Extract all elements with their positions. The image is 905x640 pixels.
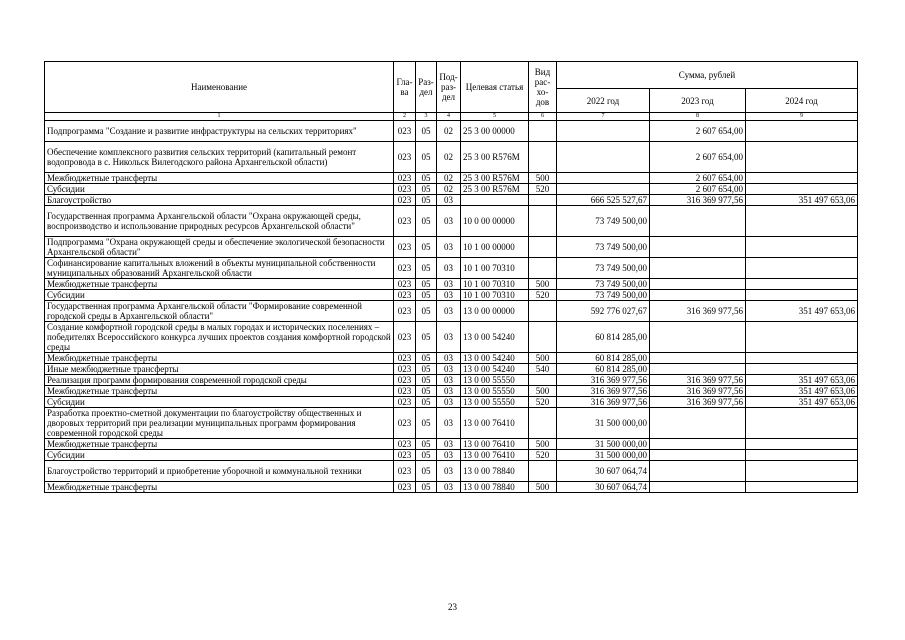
header-chapter: Гла-ва <box>394 62 416 113</box>
row-target-item-cell: 13 0 00 78840 <box>461 461 529 482</box>
row-amount-2023-cell: 2 607 654,00 <box>650 121 746 142</box>
row-chapter-cell: 023 <box>394 142 416 173</box>
row-amount-2022-cell: 31 500 000,00 <box>557 450 650 461</box>
table-row <box>45 353 858 364</box>
row-amount-2023-cell <box>650 364 746 375</box>
row-target-item-cell: 13 0 00 76410 <box>461 408 529 439</box>
row-subsection-cell: 03 <box>437 290 461 301</box>
row-amount-2024-cell: 351 497 653,06 <box>746 195 858 206</box>
row-amount-2022-cell: 316 369 977,56 <box>557 375 650 386</box>
row-chapter-cell: 023 <box>394 322 416 353</box>
row-name-cell: Софинансирование капитальных вложений в объекты муниципальной собственности муниципальных образований Архангельской области <box>45 258 394 279</box>
row-expense-type-cell: 500 <box>529 482 557 493</box>
row-amount-2023-cell <box>650 290 746 301</box>
row-amount-2024-cell <box>746 461 858 482</box>
page-number: 23 <box>448 602 457 612</box>
row-target-item-cell: 13 0 00 54240 <box>461 364 529 375</box>
row-section-cell: 05 <box>416 121 437 142</box>
table-row <box>45 450 858 461</box>
row-section-cell: 05 <box>416 353 437 364</box>
row-chapter-cell: 023 <box>394 353 416 364</box>
row-amount-2024-cell <box>746 237 858 258</box>
row-name-cell: Реализация программ формирования современной городской среды <box>45 375 394 386</box>
table-row <box>45 301 858 322</box>
row-amount-2022-cell: 73 749 500,00 <box>557 279 650 290</box>
column-number: 3 <box>416 113 437 121</box>
table-row <box>45 173 858 184</box>
table-row <box>45 195 858 206</box>
row-amount-2024-cell <box>746 258 858 279</box>
row-subsection-cell: 03 <box>437 450 461 461</box>
row-expense-type-cell: 500 <box>529 173 557 184</box>
row-target-item-cell: 10 1 00 00000 <box>461 237 529 258</box>
header-section: Раз-дел <box>416 62 437 113</box>
column-number: 7 <box>557 113 650 121</box>
header-name: Наименование <box>45 62 394 113</box>
row-amount-2023-cell: 316 369 977,56 <box>650 301 746 322</box>
row-name-cell: Межбюджетные трансферты <box>45 353 394 364</box>
row-amount-2022-cell <box>557 121 650 142</box>
row-subsection-cell: 02 <box>437 184 461 195</box>
row-amount-2023-cell <box>650 279 746 290</box>
row-amount-2024-cell <box>746 142 858 173</box>
table-row <box>45 397 858 408</box>
row-subsection-cell: 03 <box>437 322 461 353</box>
row-target-item-cell: 10 0 00 00000 <box>461 206 529 237</box>
row-amount-2022-cell: 73 749 500,00 <box>557 237 650 258</box>
row-subsection-cell: 03 <box>437 279 461 290</box>
row-section-cell: 05 <box>416 439 437 450</box>
row-expense-type-cell: 520 <box>529 450 557 461</box>
row-amount-2024-cell <box>746 482 858 493</box>
row-chapter-cell: 023 <box>394 290 416 301</box>
row-amount-2024-cell: 351 497 653,06 <box>746 397 858 408</box>
row-amount-2022-cell: 592 776 027,67 <box>557 301 650 322</box>
row-amount-2024-cell <box>746 184 858 195</box>
row-name-cell: Субсидии <box>45 184 394 195</box>
row-amount-2022-cell: 31 500 000,00 <box>557 408 650 439</box>
row-amount-2023-cell: 316 369 977,56 <box>650 195 746 206</box>
row-expense-type-cell: 520 <box>529 184 557 195</box>
header-year-2024: 2024 год <box>746 89 858 113</box>
row-section-cell: 05 <box>416 450 437 461</box>
row-name-cell: Подпрограмма "Создание и развитие инфраструктуры на сельских территориях" <box>45 121 394 142</box>
row-subsection-cell: 03 <box>437 375 461 386</box>
row-amount-2022-cell: 60 814 285,00 <box>557 353 650 364</box>
row-subsection-cell: 03 <box>437 206 461 237</box>
row-name-cell: Межбюджетные трансферты <box>45 386 394 397</box>
row-chapter-cell: 023 <box>394 301 416 322</box>
row-expense-type-cell: 520 <box>529 290 557 301</box>
row-subsection-cell: 03 <box>437 195 461 206</box>
row-section-cell: 05 <box>416 290 437 301</box>
row-expense-type-cell <box>529 237 557 258</box>
row-name-cell: Создание комфортной городской среды в малых городах и исторических поселениях – победителях Всероссийского конкурса лучших проектов создания комфортной городской среды <box>45 322 394 353</box>
row-expense-type-cell <box>529 375 557 386</box>
row-amount-2022-cell: 60 814 285,00 <box>557 322 650 353</box>
row-expense-type-cell <box>529 461 557 482</box>
row-amount-2024-cell <box>746 408 858 439</box>
row-subsection-cell: 03 <box>437 353 461 364</box>
row-amount-2022-cell: 316 369 977,56 <box>557 386 650 397</box>
row-amount-2024-cell: 351 497 653,06 <box>746 375 858 386</box>
row-amount-2022-cell: 316 369 977,56 <box>557 397 650 408</box>
row-chapter-cell: 023 <box>394 206 416 237</box>
row-chapter-cell: 023 <box>394 375 416 386</box>
row-target-item-cell: 13 0 00 76410 <box>461 439 529 450</box>
row-amount-2024-cell: 351 497 653,06 <box>746 386 858 397</box>
row-expense-type-cell <box>529 206 557 237</box>
row-target-item-cell: 10 1 00 70310 <box>461 258 529 279</box>
row-target-item-cell: 13 0 00 54240 <box>461 353 529 364</box>
row-subsection-cell: 03 <box>437 461 461 482</box>
row-name-cell: Иные межбюджетные трансферты <box>45 364 394 375</box>
row-amount-2023-cell <box>650 408 746 439</box>
row-chapter-cell: 023 <box>394 279 416 290</box>
header-subsection: Под-раз-дел <box>437 62 461 113</box>
row-amount-2023-cell <box>650 237 746 258</box>
row-section-cell: 05 <box>416 206 437 237</box>
table-row <box>45 237 858 258</box>
row-chapter-cell: 023 <box>394 173 416 184</box>
row-section-cell: 05 <box>416 142 437 173</box>
row-amount-2023-cell <box>650 206 746 237</box>
row-name-cell: Межбюджетные трансферты <box>45 482 394 493</box>
row-chapter-cell: 023 <box>394 184 416 195</box>
row-target-item-cell: 25 3 00 R576M <box>461 142 529 173</box>
row-amount-2023-cell <box>650 461 746 482</box>
row-amount-2024-cell <box>746 364 858 375</box>
column-number: 1 <box>45 113 394 121</box>
row-amount-2024-cell <box>746 353 858 364</box>
row-section-cell: 05 <box>416 375 437 386</box>
row-section-cell: 05 <box>416 397 437 408</box>
row-expense-type-cell <box>529 408 557 439</box>
row-target-item-cell: 13 0 00 54240 <box>461 322 529 353</box>
row-amount-2023-cell <box>650 258 746 279</box>
row-amount-2022-cell: 30 607 064,74 <box>557 461 650 482</box>
row-target-item-cell: 13 0 00 55550 <box>461 386 529 397</box>
row-amount-2022-cell: 666 525 527,67 <box>557 195 650 206</box>
row-chapter-cell: 023 <box>394 237 416 258</box>
table-row <box>45 258 858 279</box>
row-subsection-cell: 03 <box>437 397 461 408</box>
row-amount-2023-cell: 2 607 654,00 <box>650 184 746 195</box>
row-subsection-cell: 03 <box>437 237 461 258</box>
table-row <box>45 290 858 301</box>
row-subsection-cell: 03 <box>437 364 461 375</box>
row-name-cell: Благоустройство <box>45 195 394 206</box>
column-number: 4 <box>437 113 461 121</box>
row-amount-2024-cell <box>746 279 858 290</box>
row-name-cell: Межбюджетные трансферты <box>45 279 394 290</box>
table-body <box>45 121 858 493</box>
row-section-cell: 05 <box>416 322 437 353</box>
table-row <box>45 364 858 375</box>
row-amount-2023-cell <box>650 439 746 450</box>
row-amount-2022-cell <box>557 173 650 184</box>
row-chapter-cell: 023 <box>394 408 416 439</box>
row-amount-2022-cell: 73 749 500,00 <box>557 290 650 301</box>
row-chapter-cell: 023 <box>394 450 416 461</box>
column-number: 8 <box>650 113 746 121</box>
row-amount-2023-cell <box>650 322 746 353</box>
row-target-item-cell: 25 3 00 R576M <box>461 173 529 184</box>
row-subsection-cell: 02 <box>437 173 461 184</box>
row-section-cell: 05 <box>416 386 437 397</box>
header-year-2023: 2023 год <box>650 89 746 113</box>
row-amount-2022-cell <box>557 184 650 195</box>
row-expense-type-cell <box>529 258 557 279</box>
row-section-cell: 05 <box>416 258 437 279</box>
row-target-item-cell: 13 0 00 78840 <box>461 482 529 493</box>
row-section-cell: 05 <box>416 173 437 184</box>
row-name-cell: Субсидии <box>45 290 394 301</box>
column-numbers-row <box>45 113 858 121</box>
row-section-cell: 05 <box>416 237 437 258</box>
row-name-cell: Межбюджетные трансферты <box>45 173 394 184</box>
row-chapter-cell: 023 <box>394 439 416 450</box>
row-expense-type-cell <box>529 195 557 206</box>
row-chapter-cell: 023 <box>394 258 416 279</box>
row-amount-2022-cell: 73 749 500,00 <box>557 258 650 279</box>
row-chapter-cell: 023 <box>394 121 416 142</box>
header-target-item: Целевая статья <box>461 62 529 113</box>
table-row <box>45 322 858 353</box>
row-subsection-cell: 02 <box>437 142 461 173</box>
row-amount-2024-cell <box>746 206 858 237</box>
row-target-item-cell: 13 0 00 00000 <box>461 301 529 322</box>
table-row <box>45 121 858 142</box>
row-name-cell: Межбюджетные трансферты <box>45 439 394 450</box>
row-chapter-cell: 023 <box>394 482 416 493</box>
table-row <box>45 206 858 237</box>
row-amount-2023-cell <box>650 482 746 493</box>
table-row <box>45 408 858 439</box>
row-expense-type-cell: 500 <box>529 279 557 290</box>
row-target-item-cell <box>461 195 529 206</box>
row-amount-2024-cell: 351 497 653,06 <box>746 301 858 322</box>
row-subsection-cell: 03 <box>437 482 461 493</box>
row-amount-2023-cell: 316 369 977,56 <box>650 386 746 397</box>
row-section-cell: 05 <box>416 195 437 206</box>
row-chapter-cell: 023 <box>394 397 416 408</box>
row-amount-2024-cell <box>746 173 858 184</box>
row-subsection-cell: 03 <box>437 386 461 397</box>
row-amount-2024-cell <box>746 121 858 142</box>
row-target-item-cell: 10 1 00 70310 <box>461 290 529 301</box>
table-row <box>45 375 858 386</box>
row-name-cell: Государственная программа Архангельской области "Охрана окружающей среды, воспроизводство и использование природных ресурсов Архангельской области" <box>45 206 394 237</box>
row-target-item-cell: 25 3 00 R576M <box>461 184 529 195</box>
column-number: 6 <box>529 113 557 121</box>
column-number: 5 <box>461 113 529 121</box>
row-amount-2023-cell: 2 607 654,00 <box>650 173 746 184</box>
row-target-item-cell: 25 3 00 00000 <box>461 121 529 142</box>
row-amount-2024-cell <box>746 439 858 450</box>
row-expense-type-cell: 500 <box>529 353 557 364</box>
row-target-item-cell: 13 0 00 55550 <box>461 375 529 386</box>
table-row <box>45 279 858 290</box>
row-subsection-cell: 03 <box>437 258 461 279</box>
table-row <box>45 461 858 482</box>
row-subsection-cell: 03 <box>437 408 461 439</box>
row-name-cell: Государственная программа Архангельской области "Формирование современной городской среды в Архангельской области" <box>45 301 394 322</box>
row-amount-2023-cell: 316 369 977,56 <box>650 375 746 386</box>
row-target-item-cell: 13 0 00 55550 <box>461 397 529 408</box>
header-year-2022: 2022 год <box>557 89 650 113</box>
row-chapter-cell: 023 <box>394 195 416 206</box>
row-expense-type-cell <box>529 322 557 353</box>
row-amount-2022-cell: 30 607 064,74 <box>557 482 650 493</box>
row-expense-type-cell <box>529 142 557 173</box>
row-expense-type-cell <box>529 121 557 142</box>
table-row <box>45 184 858 195</box>
row-section-cell: 05 <box>416 408 437 439</box>
header-row <box>45 62 858 89</box>
row-section-cell: 05 <box>416 184 437 195</box>
row-name-cell: Субсидии <box>45 397 394 408</box>
row-section-cell: 05 <box>416 301 437 322</box>
header-sum-group: Сумма, рублей <box>557 62 858 89</box>
row-amount-2023-cell <box>650 353 746 364</box>
row-section-cell: 05 <box>416 279 437 290</box>
row-section-cell: 05 <box>416 482 437 493</box>
table-row <box>45 386 858 397</box>
row-amount-2023-cell: 2 607 654,00 <box>650 142 746 173</box>
row-amount-2023-cell: 316 369 977,56 <box>650 397 746 408</box>
row-amount-2022-cell: 73 749 500,00 <box>557 206 650 237</box>
row-amount-2024-cell <box>746 450 858 461</box>
row-name-cell: Подпрограмма "Охрана окружающей среды и обеспечение экологической безопасности Архангельской области" <box>45 237 394 258</box>
row-amount-2022-cell: 60 814 285,00 <box>557 364 650 375</box>
row-section-cell: 05 <box>416 461 437 482</box>
header-expense-type: Вид рас-хо-дов <box>529 62 557 113</box>
row-subsection-cell: 03 <box>437 439 461 450</box>
row-expense-type-cell <box>529 301 557 322</box>
table-row <box>45 482 858 493</box>
row-chapter-cell: 023 <box>394 386 416 397</box>
column-number: 9 <box>746 113 858 121</box>
row-expense-type-cell: 520 <box>529 397 557 408</box>
row-name-cell: Обеспечение комплексного развития сельских территорий (капитальный ремонт водопровода в с. Никольск Вилегодского района Архангельской области) <box>45 142 394 173</box>
row-expense-type-cell: 500 <box>529 386 557 397</box>
row-name-cell: Благоустройство территорий и приобретение уборочной и коммунальной техники <box>45 461 394 482</box>
row-subsection-cell: 03 <box>437 301 461 322</box>
row-target-item-cell: 13 0 00 76410 <box>461 450 529 461</box>
table-row <box>45 142 858 173</box>
row-amount-2022-cell: 31 500 000,00 <box>557 439 650 450</box>
row-expense-type-cell: 500 <box>529 439 557 450</box>
row-name-cell: Разработка проектно-сметной документации по благоустройству общественных и дворовых территорий при реализации муниципальных программ формирования современной городской среды <box>45 408 394 439</box>
row-amount-2022-cell <box>557 142 650 173</box>
table-row <box>45 439 858 450</box>
row-chapter-cell: 023 <box>394 461 416 482</box>
row-expense-type-cell: 540 <box>529 364 557 375</box>
row-subsection-cell: 02 <box>437 121 461 142</box>
row-amount-2024-cell <box>746 322 858 353</box>
row-chapter-cell: 023 <box>394 364 416 375</box>
column-number: 2 <box>394 113 416 121</box>
row-target-item-cell: 10 1 00 70310 <box>461 279 529 290</box>
budget-table <box>44 61 858 493</box>
row-amount-2024-cell <box>746 290 858 301</box>
row-amount-2023-cell <box>650 450 746 461</box>
row-section-cell: 05 <box>416 364 437 375</box>
row-name-cell: Субсидии <box>45 450 394 461</box>
